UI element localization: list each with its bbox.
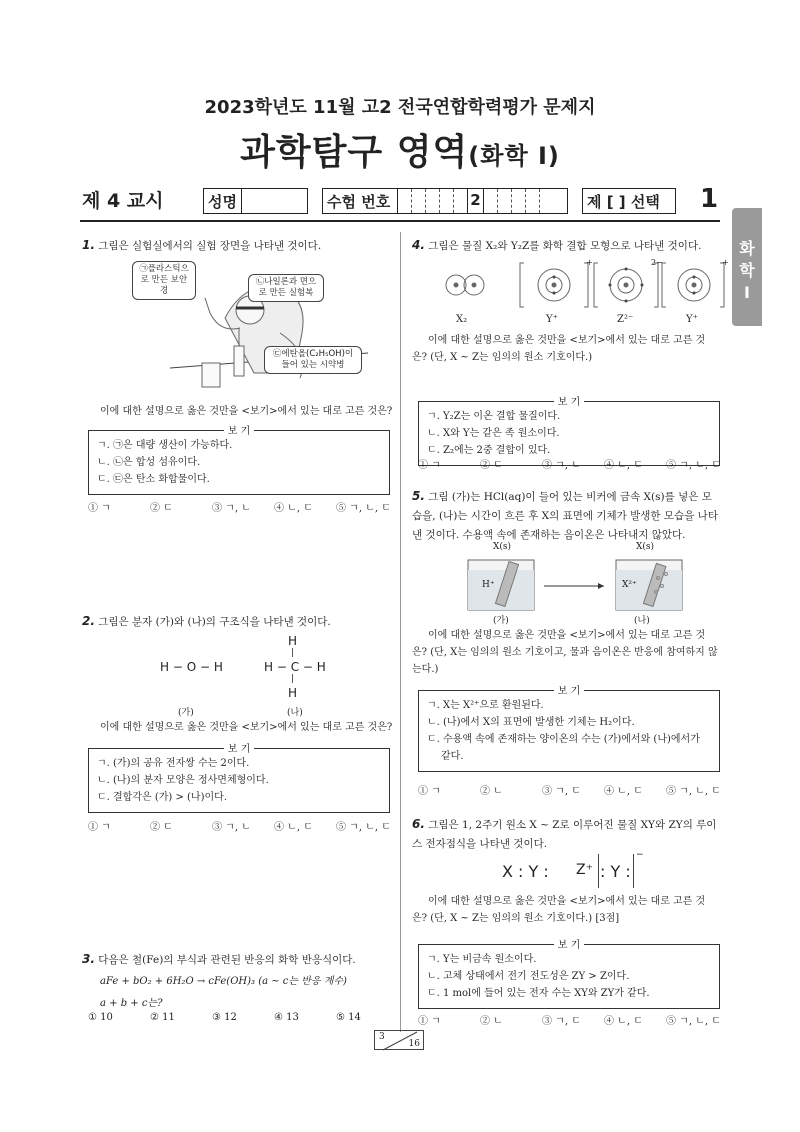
q2-molecule-b-bot: H: [288, 686, 298, 700]
q3-stem: 3. 다음은 철(Fe)의 부식과 관련된 반응의 화학 반응식이다.: [82, 952, 356, 966]
q6-stem: 6. 그림은 1, 2주기 원소 X ~ Z로 이루어진 물질 XY와 ZY의 루이스 전자점식을 나타낸 것이다.: [412, 817, 717, 850]
q4-charge-z: 2−: [651, 258, 663, 267]
q6-lewis-xy: X : Y :: [502, 862, 549, 881]
q5-bogi: 보 기 ㄱ. X는 X²⁺으로 환원된다. ㄴ. (나)에서 X의 표면에 발생한 기체는 H₂이다. ㄷ. 수용액 속에 존재하는 양이온의 수는 (가)에서와 (나)에서가 같다.: [418, 690, 720, 772]
column-divider: [400, 232, 401, 1032]
q2-caption-b: (나): [287, 708, 303, 718]
q4-caption-y1: Y⁺: [546, 314, 558, 325]
q1-label-c: ㉢에탄올(C₂H₅OH)이 들어 있는 시약병: [264, 346, 362, 374]
q6-lewis-z: Z⁺: [576, 862, 593, 878]
q1-label-a: ㉠플라스틱으로 만든 보안경: [132, 261, 196, 300]
q5-caption-b: (나): [634, 616, 650, 626]
period-label: 제 4 교시: [82, 190, 164, 212]
q5-prompt: 이에 대한 설명으로 옳은 것만을 <보기>에서 있는 대로 고른 것은? (단, X는 임의의 원소 기호이고, 물과 음이온은 반응에 참여하지 않는다.): [412, 630, 718, 675]
exam-number-digit: 2: [467, 189, 483, 213]
q2-stem: 2. 그림은 분자 (가)와 (나)의 구조식을 나타낸 것이다.: [82, 614, 331, 628]
name-field[interactable]: [203, 188, 308, 214]
q4-bond-models: [436, 258, 726, 310]
q3-ask: a + b + c는?: [100, 998, 163, 1009]
q5-xs-label-a: X(s): [493, 542, 512, 552]
q5-ion-a: H⁺: [482, 580, 495, 590]
name-label: 성명: [208, 192, 237, 211]
q2-molecule-b-mid: H − C − H: [264, 660, 326, 674]
page-number: 1: [700, 184, 719, 214]
page-current: 3: [379, 1032, 385, 1042]
q2-choices[interactable]: ① ㄱ ② ㄷ ③ ㄱ, ㄴ ④ ㄴ, ㄷ ⑤ ㄱ, ㄴ, ㄷ: [88, 822, 391, 833]
q6-prompt: 이에 대한 설명으로 옳은 것만을 <보기>에서 있는 대로 고른 것은? (단, X ~ Z는 임의의 원소 기호이다.) [3점]: [412, 896, 706, 924]
q4-bogi: 보 기 ㄱ. Y₂Z는 이온 결합 물질이다. ㄴ. X와 Y는 같은 족 원소이다. ㄷ. Z₂에는 2중 결합이 있다.: [418, 401, 720, 466]
q1-prompt: 이에 대한 설명으로 옳은 것만을 <보기>에서 있는 대로 고른 것은?: [100, 406, 393, 417]
page-indicator: [374, 1030, 424, 1050]
q5-choices[interactable]: ① ㄱ ② ㄴ ③ ㄱ, ㄷ ④ ㄴ, ㄷ ⑤ ㄱ, ㄴ, ㄷ: [418, 786, 721, 797]
choice-field[interactable]: 제 [ ] 선택: [582, 188, 676, 214]
q6-lewis-y: : Y :: [600, 862, 631, 881]
q2-molecule-a: H − O − H: [160, 660, 223, 674]
q3-choices[interactable]: ① 10 ② 11 ③ 12 ④ 13 ⑤ 14: [88, 1012, 361, 1023]
q4-prompt: 이에 대한 설명으로 옳은 것만을 <보기>에서 있는 대로 고른 것은? (단, X ~ Z는 임의의 원소 기호이다.): [412, 335, 706, 363]
q4-stem: 4. 그림은 물질 X₂와 Y₂Z를 화학 결합 모형으로 나타낸 것이다.: [412, 238, 702, 252]
q2-prompt: 이에 대한 설명으로 옳은 것만을 <보기>에서 있는 대로 고른 것은?: [100, 722, 393, 733]
q3-equation: aFe + bO₂ + 6H₂O → cFe(OH)₃ (a ~ c는 반응 계수): [100, 976, 347, 987]
q5-xs-label-b: X(s): [636, 542, 655, 552]
q2-bogi: 보 기 ㄱ. (가)의 공유 전자쌍 수는 2이다. ㄴ. (나)의 분자 모양은 정사면체형이다. ㄷ. 결합각은 (가) > (나)이다.: [88, 748, 390, 813]
q4-caption-x2: X₂: [456, 314, 468, 325]
q1-label-b: ㉡나일론과 면으로 만든 실험복: [248, 274, 324, 302]
subject-side-tab: 화 학 I: [732, 208, 762, 326]
exam-title: 2023학년도 11월 고2 전국연합학력평가 문제지: [204, 97, 596, 118]
q2-caption-a: (가): [178, 708, 194, 718]
q6-bogi: 보 기 ㄱ. Y는 비금속 원소이다. ㄴ. 고체 상태에서 전기 전도성은 ZY > Z이다. ㄷ. 1 mol에 들어 있는 전자 수는 XY와 ZY가 같다.: [418, 944, 720, 1009]
q6-lewis-charge: −: [636, 850, 644, 860]
exam-number-label: 수험 번호: [327, 192, 391, 211]
q4-caption-y2: Y⁺: [686, 314, 698, 325]
q5-beaker-figure: [466, 556, 688, 612]
q5-stem: 5. 그림 (가)는 HCl(aq)이 들어 있는 비커에 금속 X(s)를 넣은 모습을, (나)는 시간이 흐른 후 X의 표면에 기체가 발생한 모습을 나타낸 것이다. 수용액 속에 존재하는 음이온은 나타내지 않았다.: [412, 489, 718, 541]
q6-choices[interactable]: ① ㄱ ② ㄴ ③ ㄱ, ㄷ ④ ㄴ, ㄷ ⑤ ㄱ, ㄴ, ㄷ: [418, 1016, 721, 1027]
q1-bogi: 보 기 ㄱ. ㉠은 대량 생산이 가능하다. ㄴ. ㉡은 합성 섬유이다. ㄷ. ㉢은 탄소 화합물이다.: [88, 430, 390, 495]
exam-number-field[interactable]: [322, 188, 568, 214]
header-rule: [80, 220, 720, 222]
subject-title: 과학탐구 영역(화학 I): [240, 132, 560, 173]
q4-charge-y1: +: [586, 258, 593, 267]
q4-caption-z: Z²⁻: [617, 314, 634, 325]
q1-choices[interactable]: ① ㄱ ② ㄷ ③ ㄱ, ㄴ ④ ㄴ, ㄷ ⑤ ㄱ, ㄴ, ㄷ: [88, 503, 391, 514]
q5-caption-a: (가): [493, 616, 509, 626]
q4-charge-y2: +: [722, 258, 729, 267]
q4-choices[interactable]: ① ㄱ ② ㄷ ③ ㄱ, ㄴ ④ ㄴ, ㄷ ⑤ ㄱ, ㄴ, ㄷ: [418, 460, 721, 471]
q5-ion-b: X²⁺: [622, 580, 637, 590]
page-total: 16: [408, 1039, 420, 1049]
q2-molecule-b-top: H: [288, 634, 298, 648]
q1-stem: 1. 그림은 실험실에서의 실험 장면을 나타낸 것이다.: [82, 238, 322, 252]
